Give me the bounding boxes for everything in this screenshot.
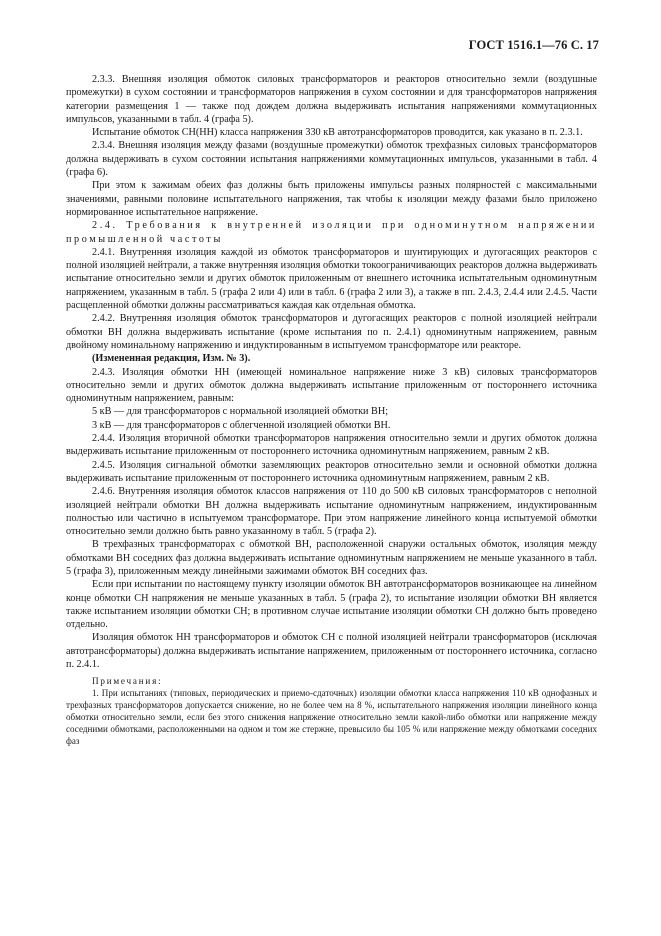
paragraph-2-4-3: 2.4.3. Изоляция обмотки НН (имеющей номинальное напряжение ниже 3 кВ) силовых трансформаторов относительно земли и других обмоток должна выдерживать испытание приложенным от постороннего источника одноминутным напряжением, равным: xyxy=(66,366,597,405)
paragraph-2-4-2: 2.4.2. Внутренняя изоляция обмоток трансформаторов и дугогасящих реакторов с полной изоляцией нейтрали обмотки ВН должна выдерживать испытание (кроме испытания по п. 2.4.1) одноминутным напряжением, равным двойному номинальному напряжению и индуктированным в испытуемом трансформаторе или реакторе. xyxy=(66,313,597,351)
section-heading-2-4: 2.4. Требования к внутренней изоляции при одноминутном напряжении промышленной частоты xyxy=(66,220,597,245)
paragraph-nn-sn-insulation: Изоляция обмоток НН трансформаторов и обмоток СН с полной изоляцией нейтрали трансформаторов (исключая автотрансформаторы) должна выдерживать испытание напряжением, приложенным от постороннего источника, согласно п. 2.4.1. xyxy=(66,632,597,671)
paragraph-2-4-1: 2.4.1. Внутренняя изоляция каждой из обмоток трансформаторов и шунтирующих и дугогасящих реакторов с полной изоляцией нейтрали, а также внутренняя изоляция обмотки токоограничивающих реакторов должна выдерживать испытание относительно земли и других обмоток приложенным от внешнего источника испытательным одноминутным напряжением, указанным в табл. 5 (графа 2 или 4) или в табл. 6 (графа 2 или 3), а также в пп. 2.4.3, 2.4.4 или 2.4.5. Части расщепленной обмотки должны рассматриваться каждая как отдельная обмотка. xyxy=(66,246,597,312)
paragraph-2-4-5: 2.4.5. Изоляция сигнальной обмотки заземляющих реакторов относительно земли и основной обмотки должна выдерживать испытание приложенным от постороннего источника одноминутным напряжением, равным 2 кВ. xyxy=(66,459,597,484)
notes-block xyxy=(66,675,597,747)
note-1: 1. При испытаниях (типовых, периодических и приемо-сдаточных) изоляции обмотки класса напряжения 110 кВ однофазных и трехфазных трансформаторов допускается снижение, но не более чем на 8 %, испытательного напряжения изоляции линейного конца обмотки относительно земли, если без этого снижения напряжение относительно земли какой-либо обмотки или напряжение между соседними обмотками, расположенными на одном и том же стержне, превысило бы 105 % или напряжение между обмотками соседних фаз xyxy=(66,688,597,747)
paragraph-2-4-4: 2.4.4. Изоляция вторичной обмотки трансформаторов напряжения относительно земли и других обмоток должна выдерживать испытание приложенным от постороннего источника одноминутным напряжением, равным 2 кВ. xyxy=(66,433,597,458)
paragraph-sn-nn-test: Испытание обмоток СН(НН) класса напряжения 330 кВ автотрансформаторов проводится, как указано в п. 2.3.1. xyxy=(92,127,583,139)
paragraph-2-3-4: 2.3.4. Внешняя изоляция между фазами (воздушные промежутки) обмоток трехфазных силовых трансформаторов должна выдерживать в сухом состоянии испытания напряжениями коммутационных импульсов, указанными в табл. 4 (графа 6). xyxy=(66,140,597,179)
notes-title: Примечания: xyxy=(92,676,163,687)
paragraph-autotransformers: Если при испытании по настоящему пункту изоляции обмоток ВН автотрансформаторов возникающее на линейном конце обмотки СН напряжения не меньше указанных в табл. 5 (графа 2), то испытание изоляции обмотки ВН является также испытанием изоляции обмотки СН; в противном случае испытание изоляции обмотки СН должно быть проведено отдельно. xyxy=(66,579,597,631)
document-body xyxy=(66,73,597,747)
paragraph-2-4-6: 2.4.6. Внутренняя изоляция обмоток классов напряжения от 110 до 500 кВ силовых трансформаторов с неполной изоляцией нейтрали обмотки ВН должна выдерживать испытание одноминутным напряжением, индуктированным полностью или частично в испытуемом трансформаторе. При этом напряжение линейного конца испытуемой обмотки относительно земли должно быть равно указанному в табл. 5 (графа 2). xyxy=(66,486,597,538)
page-header: ГОСТ 1516.1—76 С. 17 xyxy=(468,38,599,52)
paragraph-three-phase: В трехфазных трансформаторах с обмоткой ВН, расположенной снаружи остальных обмоток, изоляция между обмотками ВН соседних фаз должна выдерживать испытание одноминутным напряжением не меньше указанного в табл. 5 (графа 3), приложенным между линейными зажимами обмоток ВН соседних фаз. xyxy=(66,539,597,577)
amendment-note: (Измененная редакция, Изм. № 3). xyxy=(92,353,251,365)
paragraph-phase-impulses: При этом к зажимам обеих фаз должны быть приложены импульсы разных полярностей с максимальными значениями, равными половине испытательного напряжения, так чтобы к изоляции между фазами было приложено нормированное испытательное напряжение. xyxy=(66,180,597,218)
paragraph-2-3-3: 2.3.3. Внешняя изоляция обмоток силовых трансформаторов и реакторов относительно земли (воздушные промежутки) в сухом состоянии и трансформаторов напряжения в сухом состоянии и для трансформаторов напряжения категории размещения 1 — также под дождем должна выдерживать испытания напряжениями коммутационных импульсов, указанными в табл. 4 (графа 5). xyxy=(66,74,597,125)
list-item-3kv: 3 кВ — для трансформаторов с облегченной изоляцией обмотки ВН. xyxy=(92,419,391,431)
list-item-5kv: 5 кВ — для трансформаторов с нормальной изоляцией обмотки ВН; xyxy=(92,406,389,418)
